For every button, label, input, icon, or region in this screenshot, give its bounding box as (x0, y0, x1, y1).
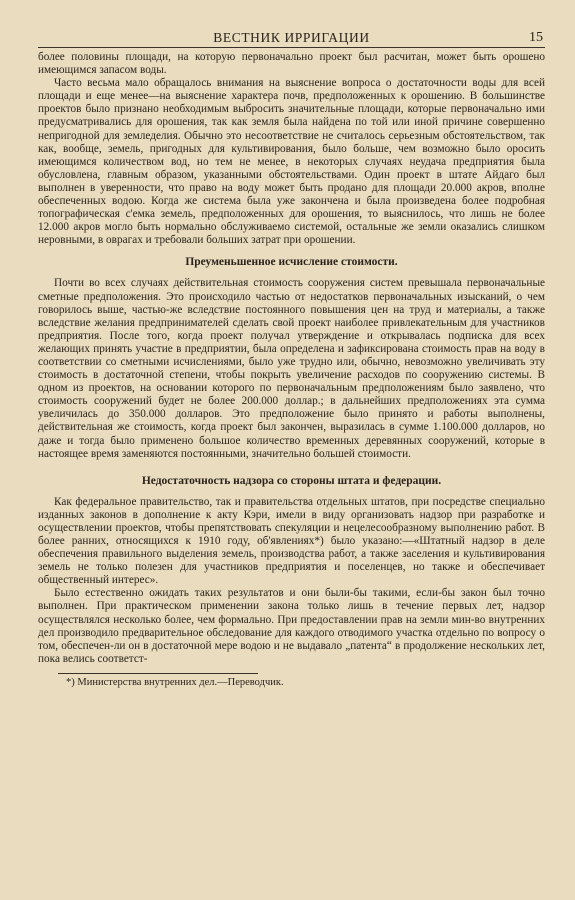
article-body (38, 51, 545, 666)
paragraph: Часто весьма мало обращалось внимания на выяснение вопроса о достаточности воды для всей площади и еще менее—на выяснение характера почв, предположенных к орошению. В большинстве проектов было признано необходимым выбросить значительные площади, которые первоначально ими предусматривались для орошения, так как земля была найдена по той или иной причине совершенно непригодной для земледелия. Обычно это несоответствие не считалось серьезным обстоятельством, так как, вообще, земель, пригодных для культивирования, было больше, чем возможно было оросить имеющимся количеством вод, но тем не менее, в некоторых случаях неудача предприятия была обусловлена, главным образом, указанными обстоятельствами. Один проект в штате Айдаго был выполнен в уверенности, что право на воду может быть продано для площади 20.000 акров, вполне обеспеченных водою. Когда же система была уже закончена и была произведена более подробная топографическая с'емка земель, предположенных для орошения, то выяснилось, что лишь не более 12.000 акров могло быть нормально обслуживаемо системой, остальные же земли оказались слишком неровными, в оврагах и требовали больших затрат при орошении. (38, 77, 545, 247)
running-header (38, 27, 545, 48)
section-heading-supervision: Недостаточность надзора со стороны штата и федерации. (141, 474, 442, 487)
paragraph-continued: более половины площади, на которую первоначально проект был расчитан, может быть орошено имеющимся запасом воды. (38, 51, 545, 77)
footnote-rule (58, 673, 258, 674)
paragraph: Было естественно ожидать таких результатов и они были-бы такими, если-бы закон был точно выполнен. При практическом применении закона только лишь в течение первых лет, надзор осуществлялся несколько более, чем формально. При предоставлении прав на земли мин-во внутренних дел производило предварительное обследование для каждого отводимого участка отдельно по вопросу о том, обеспечен-ли он в достаточной мере водою и не выдавало „патента“ в продолжение нескольких лет, пока велись соответст- (38, 587, 545, 665)
section-heading-cost: Преуменьшенное исчисление стоимости. (185, 256, 398, 269)
page-number: 15 (529, 30, 543, 45)
paragraph: Почти во всех случаях действительная стоимость сооружения систем превышала первоначальные сметные предположения. Это происходило частью от недостатков первоначальных изысканий, о чем говорилось выше, частью-же вследствие постоянного повышения цен на труд и материалы, а также вследствие желания предпринимателей сделать свой проект наиболее привлекательным для участников предприятия. После того, когда проект получал утверждение и открывалась подписка для всех желающих принять участие в предприятии, была определена и зафиксирована стоимость прав на воду в соответствии со сметными исчислениями, было уже трудно или, обычно, невозможно увеличивать эту стоимость в достаточной степени, чтобы покрыть увеличение расходов по сооружению системы. В одном из проектов, на основании которого по первоначальным предположениям было заявлено, что стоимость сооружений будет не более 200.000 доллар.; в дальнейших предположениях эта сумма увеличилась до 350.000 долларов. Это предположение было принято и работы выполнены, действительная же стоимость, когда проект был закончен, выразилась в сумме 1.100.000 долларов, но даже и тогда было применено большое количество временных деревянных сооружений, которые в настоящее время заменяются постоянными, значительно большей стоимости. (38, 277, 545, 460)
journal-title: ВЕСТНИК ИРРИГАЦИИ (213, 30, 370, 45)
footnote: *) Министерства внутренних дел.—Переводчик. (66, 676, 284, 688)
paragraph: Как федеральное правительство, так и правительства отдельных штатов, при посредстве специально изданных законов в дополнение к акту Кэри, имели в виду организовать надзор при разработке и осуществлении проектов, чтобы препятствовать спекуляции и нецелесообразному выполнению работ. В более ранних, относящихся к 1910 году, об'явлениях*) было указано:—«Штатный надзор в деле обеспечения правильного выделения земель, производства работ, а также заселения и культивирования земель не только полезен для участников предприятия и поселенцев, но также и обеспечивает общественный интерес». (38, 495, 545, 587)
